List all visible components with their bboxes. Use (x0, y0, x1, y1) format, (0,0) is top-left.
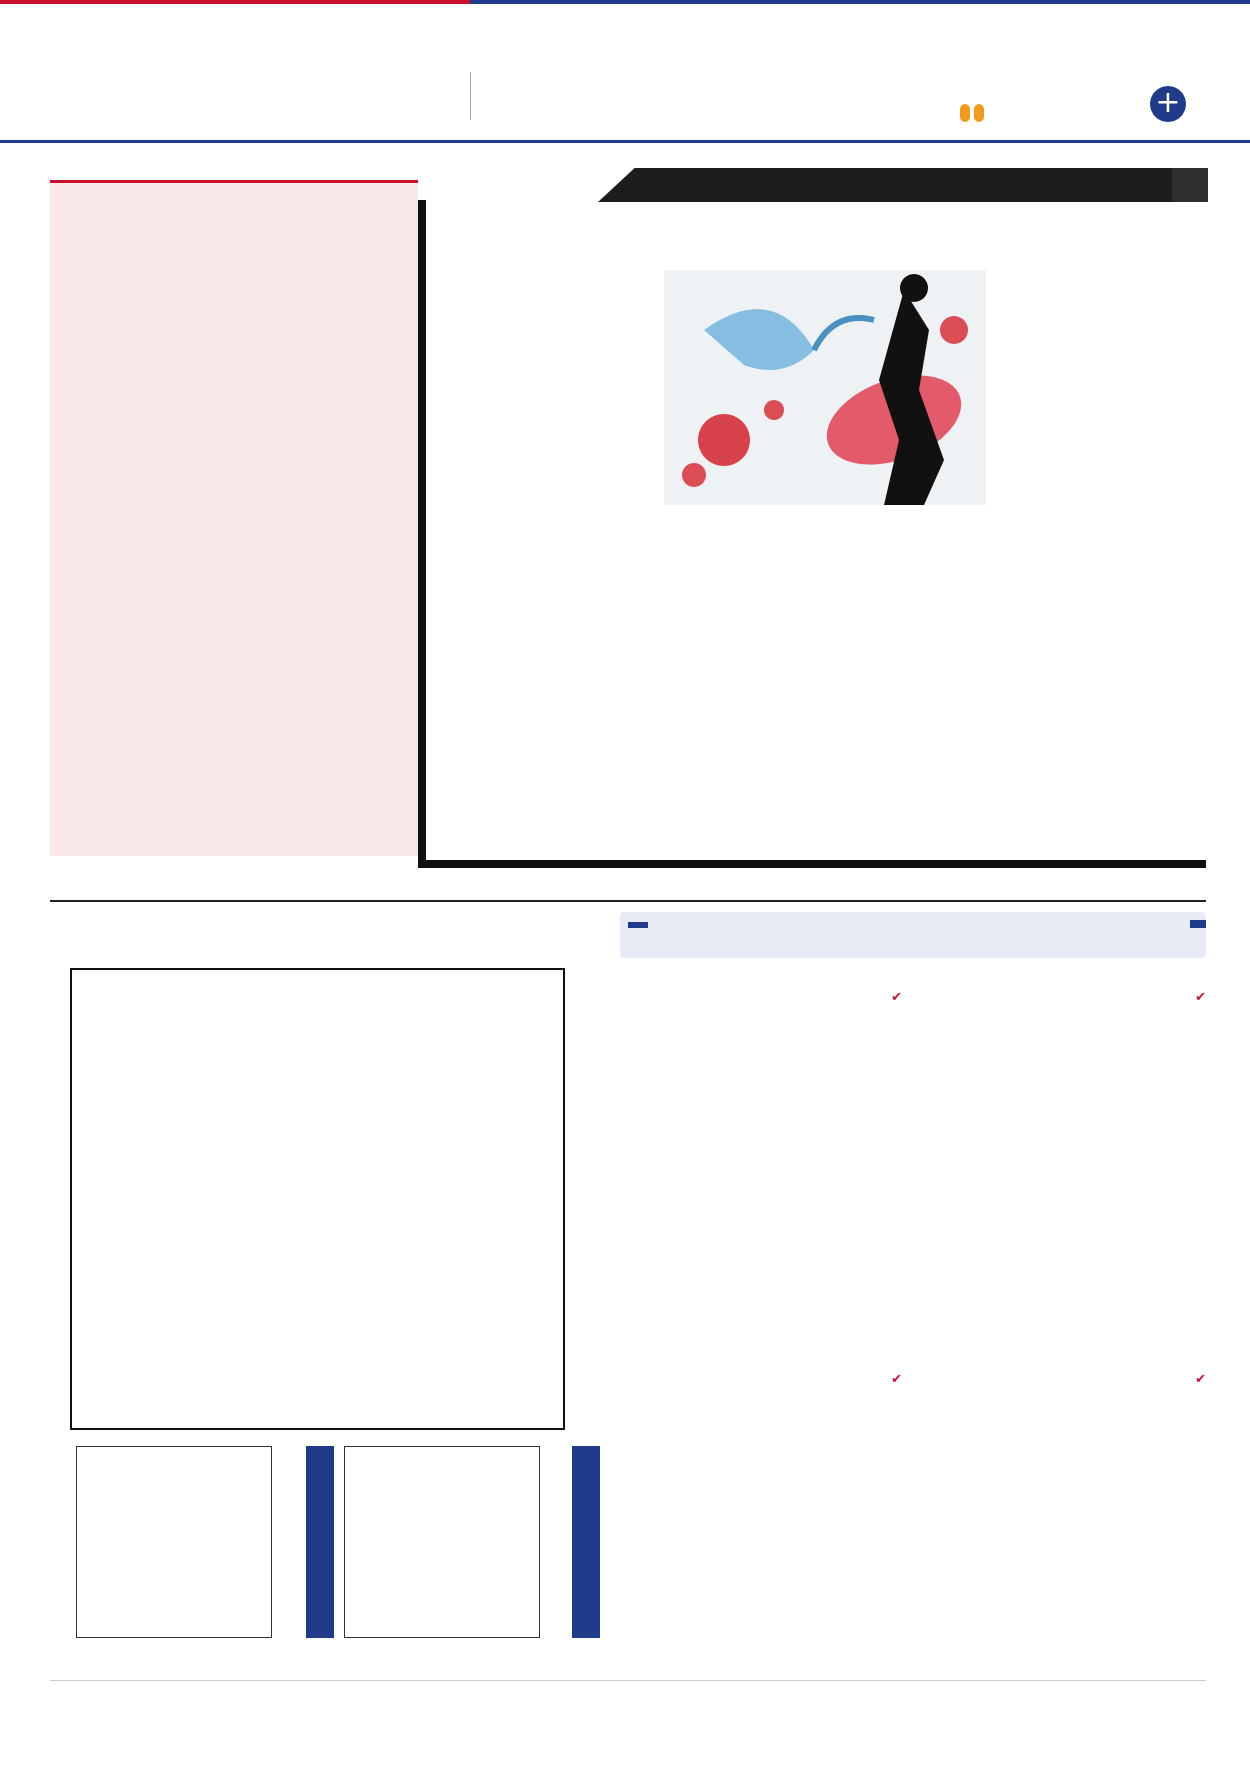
plus-icon[interactable]: + (1150, 86, 1186, 122)
across-heading (910, 990, 1206, 1005)
top-color-bar (0, 0, 1250, 10)
header-divider (470, 72, 471, 120)
story-illustration (664, 270, 986, 505)
header-rule (0, 140, 1250, 143)
side-story (50, 180, 418, 856)
side-story-body (62, 195, 406, 835)
solution-special-label (306, 1446, 334, 1638)
main-story-title (422, 168, 1208, 268)
frame-bottom (418, 860, 1206, 868)
special-across-clues (910, 1372, 1206, 1672)
normal-across-clues (910, 990, 1206, 1410)
down-heading (620, 990, 902, 1005)
social-links (960, 104, 1110, 122)
column-numbers (70, 940, 590, 958)
telegram-icon-handle[interactable] (974, 104, 984, 122)
solution-special-grid (76, 1446, 272, 1638)
story-column-1 (992, 270, 1202, 855)
acid-attack-illustration (664, 270, 986, 505)
frame-left (418, 200, 426, 868)
crossword-tag (1190, 920, 1206, 928)
story-column-2 (664, 508, 986, 855)
crossword-header (620, 912, 1206, 958)
story-column-3 (434, 270, 656, 855)
kicker (1172, 168, 1208, 202)
section-divider (50, 900, 1206, 902)
instagram-icon-handle[interactable] (960, 104, 970, 122)
footer-rule (50, 1680, 1206, 1681)
special-down-clues (620, 1372, 902, 1672)
down-heading (620, 1372, 902, 1387)
crossword-grid-wrap (70, 940, 590, 1434)
crossword-number (628, 922, 648, 928)
normal-down-clues (620, 990, 902, 1410)
crossword-grid[interactable] (70, 968, 565, 1430)
kicker-background (598, 168, 1208, 202)
solution-normal-grid (344, 1446, 540, 1638)
solution-normal-label (572, 1446, 600, 1638)
across-heading (910, 1372, 1206, 1387)
